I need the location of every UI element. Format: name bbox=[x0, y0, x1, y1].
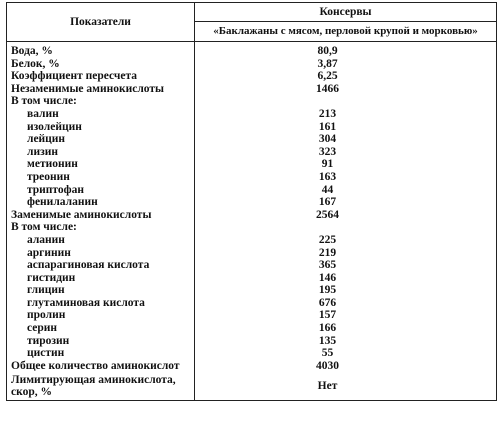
indicator-label: аланин bbox=[7, 234, 195, 247]
table-row bbox=[7, 146, 497, 159]
composition-table-container bbox=[6, 2, 496, 401]
indicator-value: 167 bbox=[195, 196, 497, 209]
amino-acid-composition-table bbox=[6, 2, 497, 401]
table-row bbox=[7, 83, 497, 96]
indicator-label: пролин bbox=[7, 309, 195, 322]
indicator-value: 365 bbox=[195, 259, 497, 272]
table-body bbox=[7, 42, 497, 401]
indicator-value: Нет bbox=[195, 372, 497, 401]
table-row bbox=[7, 158, 497, 171]
indicator-label: гистидин bbox=[7, 272, 195, 285]
table-row bbox=[7, 196, 497, 209]
indicator-value: 2564 bbox=[195, 209, 497, 222]
indicator-value: 213 bbox=[195, 108, 497, 121]
indicator-label: треонин bbox=[7, 171, 195, 184]
indicator-label: аргинин bbox=[7, 247, 195, 260]
indicator-label: изолейцин bbox=[7, 121, 195, 134]
indicator-label: цистин bbox=[7, 347, 195, 360]
indicator-value bbox=[195, 221, 497, 234]
table-row bbox=[7, 272, 497, 285]
table-row bbox=[7, 133, 497, 146]
indicator-value: 91 bbox=[195, 158, 497, 171]
indicator-label: Заменимые аминокислоты bbox=[7, 209, 195, 222]
table-row bbox=[7, 297, 497, 310]
table-row bbox=[7, 284, 497, 297]
indicator-value: 80,9 bbox=[195, 42, 497, 58]
indicator-label: лизин bbox=[7, 146, 195, 159]
indicator-label: Вода, % bbox=[7, 42, 195, 58]
canned-food-group-header: Консервы bbox=[195, 3, 497, 22]
indicator-value: 135 bbox=[195, 335, 497, 348]
indicator-value: 323 bbox=[195, 146, 497, 159]
table-row bbox=[7, 171, 497, 184]
indicator-label: серин bbox=[7, 322, 195, 335]
table-row bbox=[7, 322, 497, 335]
table-row bbox=[7, 234, 497, 247]
indicator-label: глутаминовая кислота bbox=[7, 297, 195, 310]
indicator-value: 195 bbox=[195, 284, 497, 297]
indicator-label: валин bbox=[7, 108, 195, 121]
table-row bbox=[7, 70, 497, 83]
indicator-value: 219 bbox=[195, 247, 497, 260]
indicator-label: фенилаланин bbox=[7, 196, 195, 209]
indicator-label: метионин bbox=[7, 158, 195, 171]
indicator-value: 55 bbox=[195, 347, 497, 360]
indicator-label: лейцин bbox=[7, 133, 195, 146]
table-row bbox=[7, 42, 497, 58]
indicator-label: Белок, % bbox=[7, 58, 195, 71]
indicator-label: Лимитирующая аминокислота, скор, % bbox=[7, 372, 195, 401]
indicator-value: 44 bbox=[195, 184, 497, 197]
indicator-label: триптофан bbox=[7, 184, 195, 197]
indicator-value: 225 bbox=[195, 234, 497, 247]
indicator-label: Общее количество аминокислот bbox=[7, 360, 195, 373]
indicator-label: В том числе: bbox=[7, 95, 195, 108]
indicator-value: 163 bbox=[195, 171, 497, 184]
indicator-value: 4030 bbox=[195, 360, 497, 373]
indicator-label: глицин bbox=[7, 284, 195, 297]
table-row bbox=[7, 360, 497, 373]
indicator-column-header: Показатели bbox=[7, 3, 195, 42]
indicator-value: 161 bbox=[195, 121, 497, 134]
table-row bbox=[7, 247, 497, 260]
table-row bbox=[7, 121, 497, 134]
indicator-label: аспарагиновая кислота bbox=[7, 259, 195, 272]
indicator-value: 304 bbox=[195, 133, 497, 146]
table-row bbox=[7, 347, 497, 360]
indicator-label: В том числе: bbox=[7, 221, 195, 234]
product-name-header: «Баклажаны с мясом, перловой крупой и морковью» bbox=[195, 22, 497, 42]
table-header bbox=[7, 3, 497, 42]
table-row bbox=[7, 95, 497, 108]
indicator-value: 6,25 bbox=[195, 70, 497, 83]
indicator-value: 676 bbox=[195, 297, 497, 310]
indicator-value bbox=[195, 95, 497, 108]
indicator-value: 166 bbox=[195, 322, 497, 335]
indicator-label: Незаменимые аминокислоты bbox=[7, 83, 195, 96]
indicator-label: тирозин bbox=[7, 335, 195, 348]
table-row bbox=[7, 209, 497, 222]
indicator-value: 146 bbox=[195, 272, 497, 285]
indicator-label: Коэффициент пересчета bbox=[7, 70, 195, 83]
table-row bbox=[7, 335, 497, 348]
table-row bbox=[7, 221, 497, 234]
table-row bbox=[7, 184, 497, 197]
indicator-value: 3,87 bbox=[195, 58, 497, 71]
table-row bbox=[7, 58, 497, 71]
table-row bbox=[7, 108, 497, 121]
table-row bbox=[7, 309, 497, 322]
indicator-value: 1466 bbox=[195, 83, 497, 96]
indicator-value: 157 bbox=[195, 309, 497, 322]
table-row bbox=[7, 372, 497, 401]
table-row bbox=[7, 259, 497, 272]
